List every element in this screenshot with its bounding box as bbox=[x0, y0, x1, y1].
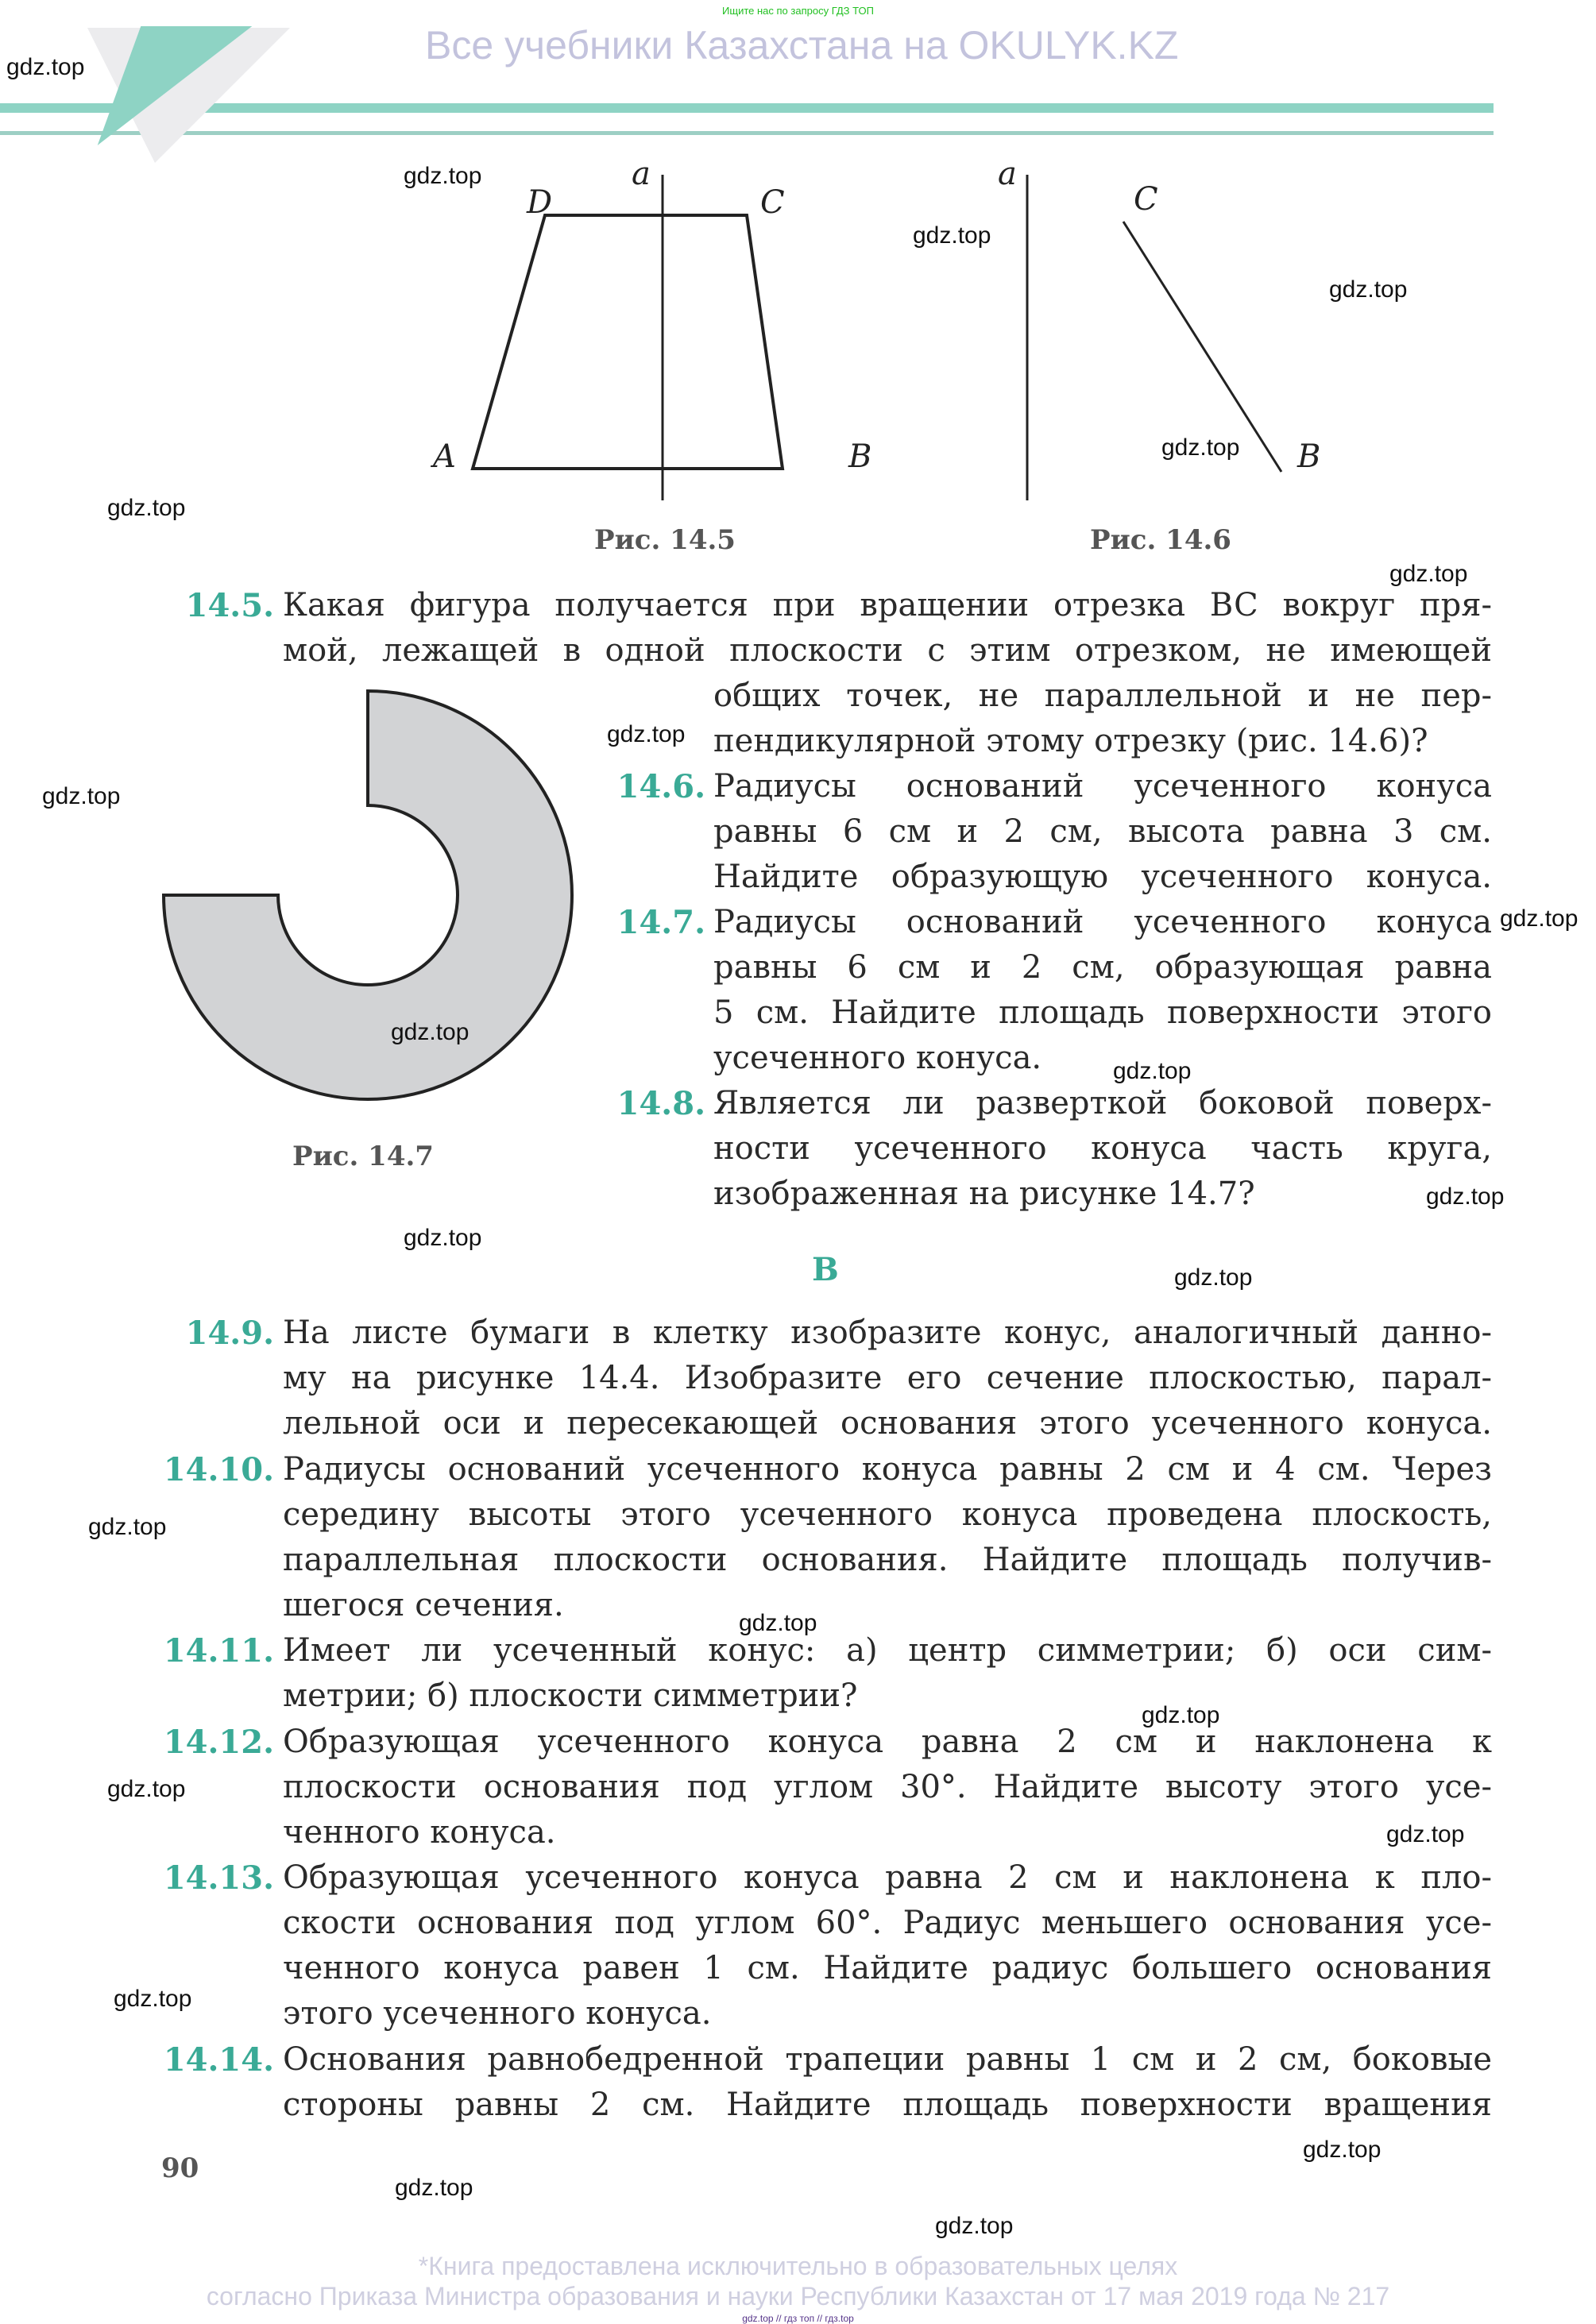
fig-14-5-label-A: A bbox=[433, 438, 456, 475]
site-title[interactable]: Все учебники Казахстана на OKULYK.KZ bbox=[425, 23, 1179, 68]
watermark: gdz.top bbox=[1426, 1183, 1505, 1210]
watermark: gdz.top bbox=[935, 2213, 1014, 2239]
task-14-10-text: Радиусы оснований усеченного конуса равны 2 см и 4 см. Через середину высоты этого усеченного конуса проведена плоскость, параллельная плоскости основания. Найдите площадь получив- шегося сечения. bbox=[283, 1451, 1492, 1623]
footer-disclaimer: *Книга предоставлена исключительно в образовательных целях bbox=[418, 2252, 1178, 2280]
task-number: 14.13. bbox=[163, 1859, 274, 1897]
footer-legal: согласно Приказа Министра образования и науки Республики Казахстан от 17 мая 2019 года № 217 bbox=[206, 2282, 1390, 2310]
task-14-12-text: Образующая усеченного конуса равна 2 см и наклонена к плоскости основания под углом 30°. Найдите высоту этого усе- ченного конуса. bbox=[283, 1724, 1492, 1851]
task-number: 14.6. bbox=[616, 768, 705, 805]
task-number: 14.11. bbox=[163, 1632, 274, 1670]
figure-14-6 bbox=[993, 159, 1327, 524]
task-number: 14.12. bbox=[163, 1724, 274, 1761]
watermark: gdz.top bbox=[88, 1514, 167, 1540]
watermark: gdz.top bbox=[1303, 2137, 1382, 2163]
task-number: 14.7. bbox=[616, 904, 705, 941]
watermark: gdz.top bbox=[1161, 434, 1240, 461]
task-14-6-text: Радиусы оснований усеченного конуса равны 6 см и 2 см, высота равна 3 см. Найдите образующую усеченного конуса. bbox=[713, 768, 1492, 895]
search-note: Ищите нас по запросу ГДЗ ТОП bbox=[722, 5, 874, 17]
watermark: gdz.top bbox=[1174, 1264, 1253, 1291]
task-14-8-text: Является ли разверткой боковой поверх- ности усеченного конуса часть круга, изображенная на рисунке 14.7? bbox=[713, 1085, 1492, 1212]
task-number: 14.5. bbox=[185, 587, 274, 624]
watermark: gdz.top bbox=[404, 1225, 482, 1251]
footer-links[interactable]: gdz.top // гдз топ // гдз.top bbox=[742, 2313, 854, 2324]
task-number: 14.9. bbox=[185, 1314, 274, 1352]
task-number: 14.8. bbox=[616, 1085, 705, 1122]
task-14-13-text: Образующая усеченного конуса равна 2 см и наклонена к пло- скости основания под углом 60°. Радиус меньшего основания усе- ченного конуса равен 1 см. Найдите радиус большего основания этого усеченного конуса. bbox=[283, 1859, 1492, 2032]
task-14-14-text: Основания равнобедренной трапеции равны 1 см и 2 см, боковые стороны равны 2 см. Найдите площадь поверхности вращения bbox=[283, 2041, 1492, 2123]
watermark: gdz.top bbox=[1389, 561, 1468, 587]
task-14-5-text-cont: общих точек, не параллельной и не пер- пендикулярной этому отрезку (рис. 14.6)? bbox=[713, 678, 1492, 759]
watermark: gdz.top bbox=[395, 2175, 473, 2201]
watermark: gdz.top bbox=[107, 495, 186, 521]
watermark: gdz.top bbox=[1142, 1702, 1220, 1728]
fig-14-6-label-C: C bbox=[1134, 181, 1158, 218]
task-14-11-text: Имеет ли усеченный конус: а) центр симметрии; б) оси сим- метрии; б) плоскости симметрии? bbox=[283, 1632, 1492, 1714]
figure-caption: Рис. 14.7 bbox=[292, 1141, 434, 1172]
watermark: gdz.top bbox=[107, 1776, 186, 1802]
task-14-5-text: Какая фигура получается при вращении отрезка BC вокруг пря- мой, лежащей в одной плоскости с этим отрезком, не имеющей bbox=[283, 587, 1492, 669]
fig-14-6-label-B: B bbox=[1297, 438, 1321, 475]
watermark: gdz.top bbox=[607, 721, 686, 747]
fig-14-5-label-C: C bbox=[760, 184, 785, 221]
fig-14-5-label-a: a bbox=[632, 156, 651, 192]
watermark: gdz.top bbox=[1386, 1821, 1465, 1847]
watermark: gdz.top bbox=[404, 163, 482, 189]
section-label: B bbox=[812, 1251, 839, 1288]
fig-14-6-label-a: a bbox=[998, 156, 1017, 192]
fig-14-5-label-B: B bbox=[848, 438, 872, 475]
watermark: gdz.top bbox=[739, 1610, 817, 1636]
fig-14-5-label-D: D bbox=[527, 184, 553, 221]
watermark: gdz.top bbox=[1329, 276, 1408, 303]
watermark: gdz.top bbox=[913, 222, 991, 249]
task-number: 14.14. bbox=[163, 2041, 274, 2079]
figure-14-7 bbox=[155, 683, 584, 1128]
figure-caption: Рис. 14.5 bbox=[594, 524, 736, 556]
task-number: 14.10. bbox=[163, 1451, 274, 1488]
watermark: gdz.top bbox=[42, 783, 121, 809]
watermark: gdz.top bbox=[1113, 1058, 1192, 1084]
page-number: 90 bbox=[161, 2152, 199, 2184]
watermark: gdz.top bbox=[1500, 905, 1579, 932]
figure-caption: Рис. 14.6 bbox=[1090, 524, 1231, 556]
task-14-9-text: На листе бумаги в клетку изобразите конус, аналогичный данно- му на рисунке 14.4. Изобразите его сечение плоскостью, парал- лельной оси и пересекающей основания этого усеченного конуса. bbox=[283, 1314, 1492, 1442]
watermark: gdz.top bbox=[391, 1019, 470, 1045]
watermark: gdz.top bbox=[6, 54, 85, 80]
watermark: gdz.top bbox=[114, 1986, 192, 2012]
figure-14-5 bbox=[421, 159, 914, 524]
task-14-7-text: Радиусы оснований усеченного конуса равны 6 см и 2 см, образующая равна 5 см. Найдите площадь поверхности этого усеченного конуса. bbox=[713, 904, 1492, 1076]
